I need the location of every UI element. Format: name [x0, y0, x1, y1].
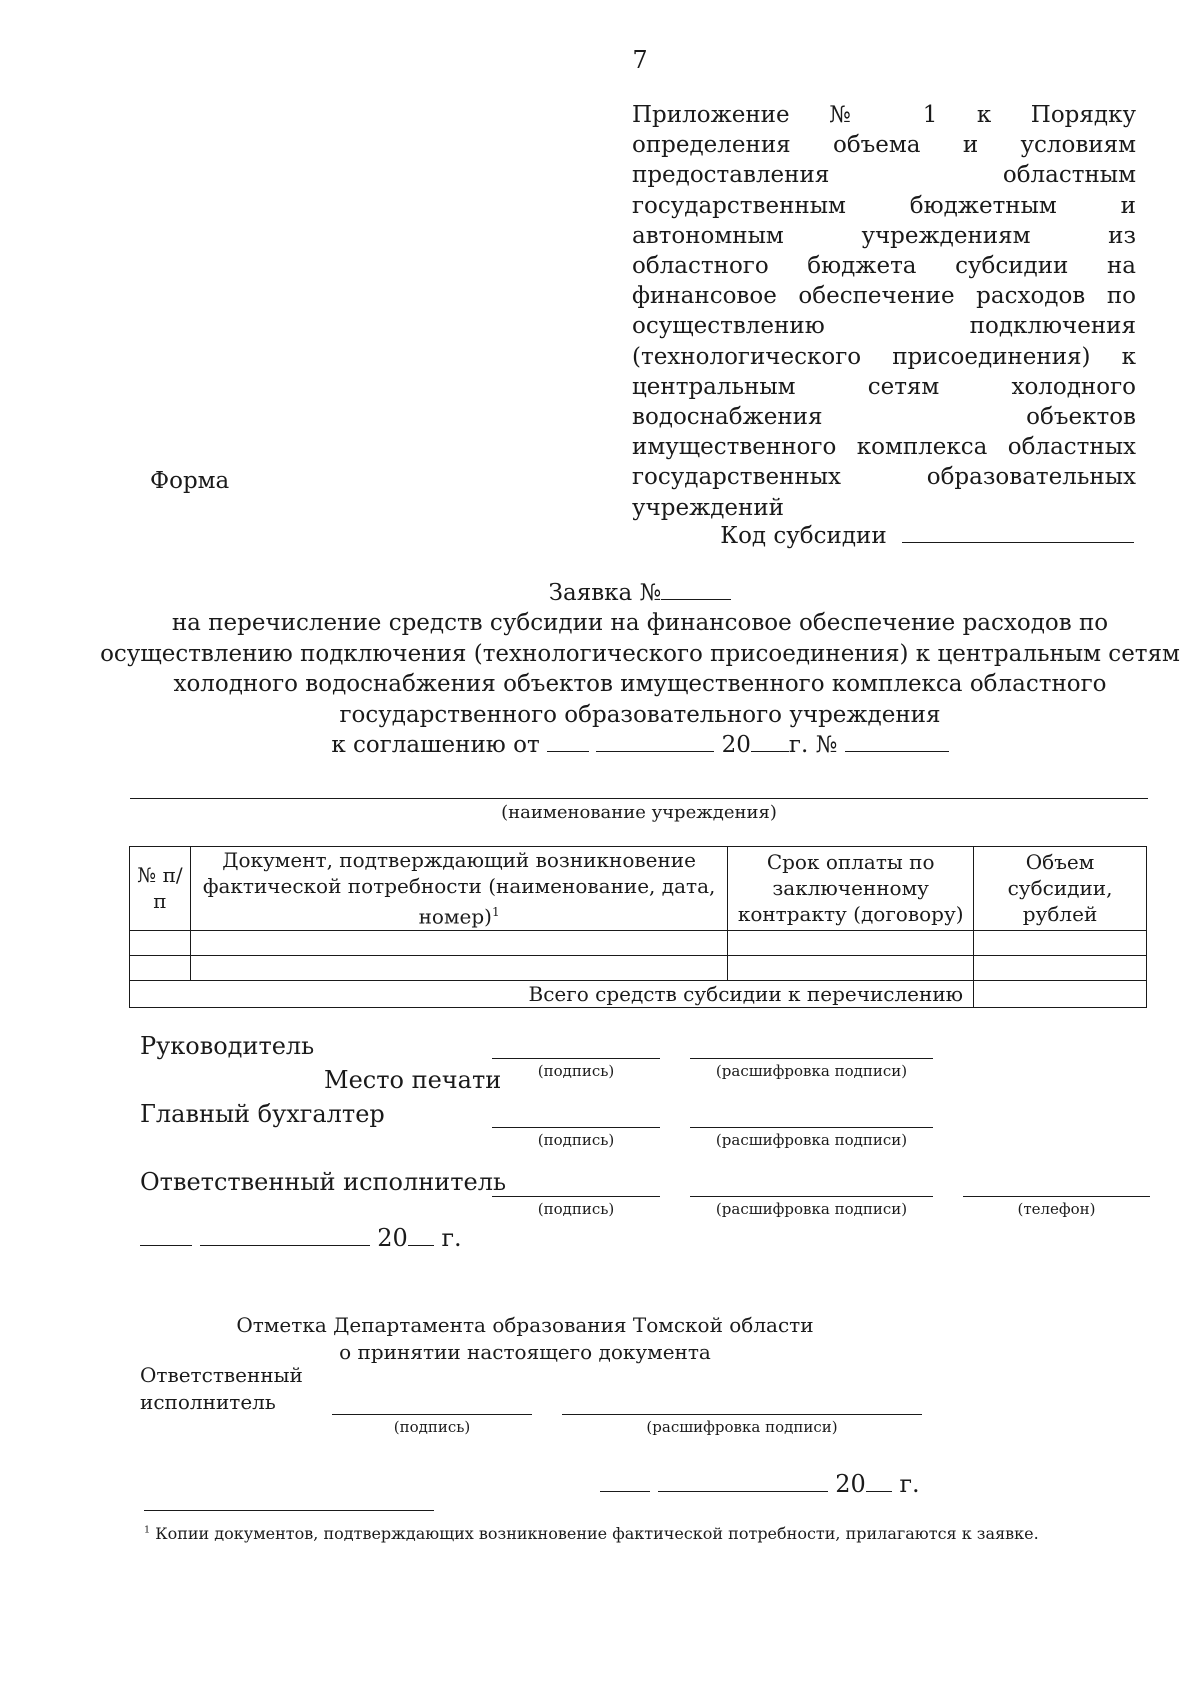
executor-decoding-caption: (расшифровка подписи)	[715, 1200, 908, 1218]
executor-phone-caption: (телефон)	[1017, 1200, 1096, 1218]
application-title-row	[100, 578, 1180, 608]
total-amount-cell[interactable]	[974, 980, 1147, 1007]
head-label: Руководитель	[140, 1032, 315, 1060]
executor-phone-line[interactable]	[963, 1196, 1150, 1197]
accountant-decoding-caption: (расшифровка подписи)	[715, 1131, 908, 1149]
application-subtitle-line-4: государственного образовательного учреждения	[339, 701, 941, 728]
department-executor-line-2: исполнитель	[140, 1389, 276, 1414]
header-payment-term: Срок оплаты по заключенному контракту (договору)	[728, 847, 974, 931]
department-signature-caption: (подпись)	[393, 1418, 471, 1436]
application-title: Заявка №	[548, 580, 662, 606]
institution-name-caption: (наименование учреждения)	[501, 802, 777, 823]
department-date-day-field[interactable]	[600, 1471, 650, 1492]
agreement-day-field[interactable]	[547, 731, 589, 752]
chief-accountant-label: Главный бухгалтер	[140, 1100, 385, 1128]
executor-decoding-line[interactable]	[690, 1196, 933, 1197]
accountant-decoding-line[interactable]	[690, 1127, 933, 1128]
footnote	[144, 1524, 1039, 1543]
table-cell[interactable]	[728, 955, 974, 980]
subsidy-table	[129, 846, 1147, 1008]
date-year-field[interactable]	[408, 1225, 434, 1246]
footnote-ref: 1	[491, 905, 500, 919]
footnote-rule	[144, 1510, 434, 1511]
page-number: 7	[632, 46, 648, 74]
application-number-field[interactable]	[661, 579, 731, 600]
table-cell[interactable]	[974, 955, 1147, 980]
header-amount: Объем субсидии, рублей	[974, 847, 1147, 931]
date-row	[140, 1224, 462, 1252]
agreement-year-field[interactable]	[751, 731, 789, 752]
department-executor-line-1: Ответственный	[140, 1363, 303, 1387]
department-date-year-prefix: 20	[835, 1470, 866, 1498]
institution-name-line[interactable]	[130, 798, 1148, 799]
agreement-year-prefix: 20	[721, 732, 751, 759]
head-signature-line[interactable]	[492, 1058, 660, 1059]
application-title-block	[100, 578, 1180, 760]
date-suffix: г.	[441, 1224, 462, 1252]
table-total-row	[130, 980, 1147, 1007]
department-date-row	[600, 1470, 920, 1498]
executor-label: Ответственный исполнитель	[140, 1168, 507, 1196]
application-subtitle-line-2: осуществлению подключения (технологического присоединения) к центральным сетям	[100, 640, 1180, 667]
form-label: Форма	[150, 468, 230, 494]
department-mark-line-1: Отметка Департамента образования Томской области	[236, 1313, 814, 1337]
accountant-signature-line[interactable]	[492, 1127, 660, 1128]
department-signature-line[interactable]	[332, 1414, 532, 1415]
agreement-mid: г. №	[788, 732, 838, 759]
table-header-row	[130, 847, 1147, 931]
stamp-place-label: Место печати	[324, 1066, 502, 1094]
total-label: Всего средств субсидии к перечислению	[130, 980, 974, 1007]
header-document	[190, 847, 727, 931]
date-year-prefix: 20	[377, 1224, 408, 1252]
footnote-mark: 1	[144, 1524, 151, 1536]
table-row	[130, 930, 1147, 955]
department-mark-title	[200, 1312, 850, 1366]
application-subtitle-line-1: на перечисление средств субсидии на финансовое обеспечение расходов по	[171, 610, 1109, 637]
table-cell[interactable]	[190, 930, 727, 955]
appendix-reference: Приложение № 1 к Порядку определения объема и условиям предоставления областным государственным бюджетным и автономным учреждениям из областного бюджета субсидии на финансовое обеспечение расходов по осуществлению подключения (технологического присоединения) к центральным сетям холодного водоснабжения объектов имущественного комплекса областных государственных образовательных учреждений	[632, 102, 1136, 521]
accountant-signature-caption: (подпись)	[537, 1131, 615, 1149]
head-decoding-line[interactable]	[690, 1058, 933, 1059]
application-subtitle-line-3: холодного водоснабжения объектов имущественного комплекса областного	[173, 671, 1107, 698]
department-mark-line-2: о принятии настоящего документа	[339, 1340, 711, 1364]
subsidy-code-label: Код субсидии	[720, 523, 887, 549]
footnote-text: Копии документов, подтверждающих возникновение фактической потребности, прилагаются к заявке.	[155, 1524, 1039, 1543]
table-cell[interactable]	[190, 955, 727, 980]
executor-signature-line[interactable]	[492, 1196, 660, 1197]
table-cell[interactable]	[130, 955, 191, 980]
header-number: № п/п	[130, 847, 191, 931]
department-decoding-line[interactable]	[562, 1414, 922, 1415]
subsidy-code-row	[720, 522, 1134, 549]
agreement-month-field[interactable]	[596, 731, 714, 752]
agreement-prefix: к соглашению от	[331, 732, 540, 759]
department-date-suffix: г.	[899, 1470, 920, 1498]
department-date-year-field[interactable]	[866, 1471, 892, 1492]
date-month-field[interactable]	[200, 1225, 370, 1246]
agreement-number-field[interactable]	[845, 731, 949, 752]
table-cell[interactable]	[130, 930, 191, 955]
header-document-text: Документ, подтверждающий возникновение фактической потребности (наименование, дата, номер)	[202, 848, 716, 929]
agreement-row	[100, 730, 1180, 760]
head-signature-caption: (подпись)	[537, 1062, 615, 1080]
date-day-field[interactable]	[140, 1225, 192, 1246]
head-decoding-caption: (расшифровка подписи)	[715, 1062, 908, 1080]
department-decoding-caption: (расшифровка подписи)	[646, 1418, 838, 1436]
executor-signature-caption: (подпись)	[537, 1200, 615, 1218]
subsidy-code-field[interactable]	[902, 522, 1134, 543]
department-executor-label	[140, 1362, 303, 1415]
table-cell[interactable]	[974, 930, 1147, 955]
table-row	[130, 955, 1147, 980]
table-cell[interactable]	[728, 930, 974, 955]
department-date-month-field[interactable]	[658, 1471, 828, 1492]
